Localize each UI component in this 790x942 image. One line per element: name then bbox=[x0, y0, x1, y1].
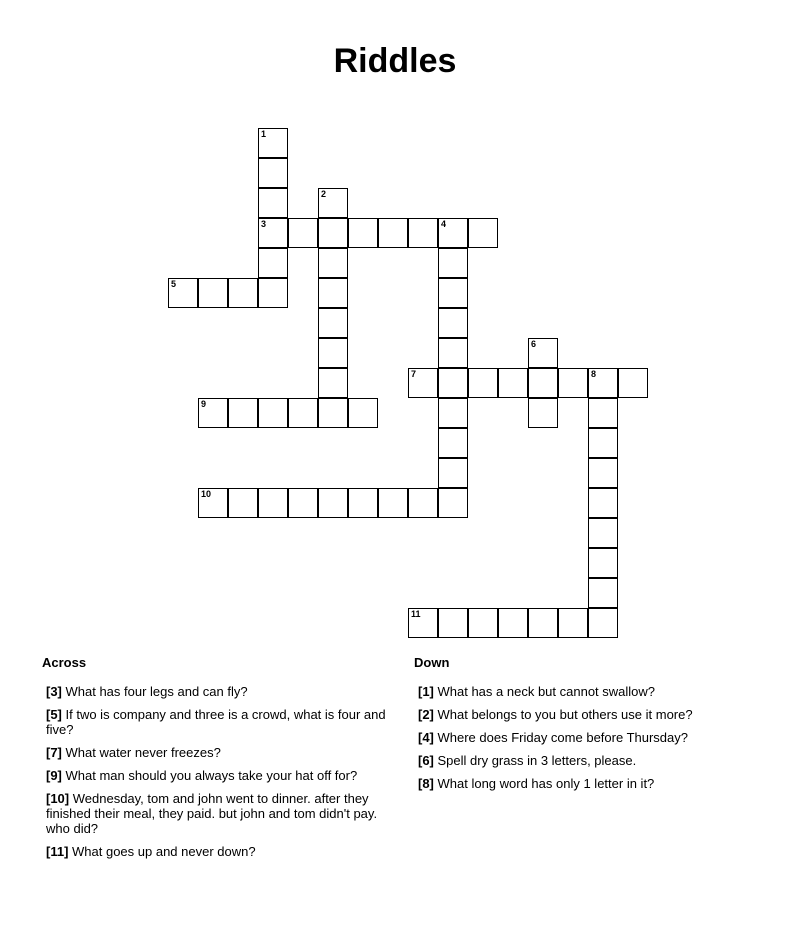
clue-text: What has four legs and can fly? bbox=[61, 684, 248, 699]
cell-number: 10 bbox=[201, 489, 212, 499]
cell-number: 6 bbox=[531, 339, 537, 349]
clue-down-6 bbox=[418, 753, 754, 768]
clue-down-8 bbox=[418, 776, 754, 791]
grid-cell[interactable] bbox=[198, 488, 228, 518]
grid-cell[interactable] bbox=[348, 398, 378, 428]
grid-cell[interactable] bbox=[258, 248, 288, 278]
grid-cell[interactable] bbox=[438, 368, 468, 398]
grid-cell[interactable] bbox=[408, 218, 438, 248]
grid-cell[interactable] bbox=[438, 488, 468, 518]
grid-cell[interactable] bbox=[528, 368, 558, 398]
grid-cell[interactable] bbox=[318, 248, 348, 278]
grid-cell[interactable] bbox=[438, 248, 468, 278]
clue-number: [3] bbox=[46, 684, 62, 699]
clue-text: What goes up and never down? bbox=[68, 844, 256, 859]
across-clues bbox=[42, 655, 397, 867]
grid-cell[interactable] bbox=[258, 488, 288, 518]
grid-cell[interactable] bbox=[588, 398, 618, 428]
grid-cell[interactable] bbox=[468, 608, 498, 638]
clue-across-5 bbox=[46, 707, 397, 737]
cell-number: 8 bbox=[591, 369, 597, 379]
clue-text: What has a neck but cannot swallow? bbox=[433, 684, 656, 699]
clue-number: [11] bbox=[46, 844, 69, 859]
grid-cell[interactable] bbox=[588, 428, 618, 458]
grid-cell[interactable] bbox=[588, 368, 618, 398]
grid-cell[interactable] bbox=[318, 308, 348, 338]
cell-number: 2 bbox=[321, 189, 327, 199]
grid-cell[interactable] bbox=[288, 398, 318, 428]
grid-cell[interactable] bbox=[318, 188, 348, 218]
grid-cell[interactable] bbox=[168, 278, 198, 308]
grid-cell[interactable] bbox=[438, 308, 468, 338]
grid-cell[interactable] bbox=[618, 368, 648, 398]
grid-cell[interactable] bbox=[258, 218, 288, 248]
clue-down-1 bbox=[418, 684, 754, 699]
cell-number: 9 bbox=[201, 399, 207, 409]
grid-cell[interactable] bbox=[558, 368, 588, 398]
clue-across-7 bbox=[46, 745, 397, 760]
clue-number: [8] bbox=[418, 776, 434, 791]
cell-number: 4 bbox=[441, 219, 447, 229]
grid-cell[interactable] bbox=[258, 398, 288, 428]
clue-number: [10] bbox=[46, 791, 70, 806]
cell-number: 5 bbox=[171, 279, 177, 289]
cell-number: 3 bbox=[261, 219, 267, 229]
grid-cell[interactable] bbox=[228, 278, 258, 308]
grid-cell[interactable] bbox=[318, 338, 348, 368]
grid-cell[interactable] bbox=[408, 608, 438, 638]
clue-text: Spell dry grass in 3 letters, please. bbox=[433, 753, 637, 768]
grid-cell[interactable] bbox=[288, 488, 318, 518]
grid-cell[interactable] bbox=[258, 188, 288, 218]
clue-number: [5] bbox=[46, 707, 62, 722]
grid-cell[interactable] bbox=[588, 458, 618, 488]
cell-number: 1 bbox=[261, 129, 267, 139]
clue-number: [2] bbox=[418, 707, 434, 722]
grid-cell[interactable] bbox=[438, 278, 468, 308]
clue-text: If two is company and three is a crowd, what is four and five? bbox=[46, 707, 386, 737]
grid-cell[interactable] bbox=[288, 218, 318, 248]
grid-cell[interactable] bbox=[468, 218, 498, 248]
grid-cell[interactable] bbox=[588, 608, 618, 638]
grid-cell[interactable] bbox=[588, 488, 618, 518]
grid-cell[interactable] bbox=[588, 518, 618, 548]
grid-cell[interactable] bbox=[558, 608, 588, 638]
grid-cell[interactable] bbox=[408, 488, 438, 518]
clue-text: Where does Friday come before Thursday? bbox=[433, 730, 688, 745]
clue-number: [4] bbox=[418, 730, 434, 745]
grid-cell[interactable] bbox=[378, 218, 408, 248]
clue-number: [7] bbox=[46, 745, 62, 760]
clue-across-9 bbox=[46, 768, 397, 783]
clue-text: Wednesday, tom and john went to dinner. after they finished their meal, they paid. but john and tom didn't pay. who did? bbox=[46, 791, 378, 836]
grid-cell[interactable] bbox=[258, 158, 288, 188]
clue-text: What man should you always take your hat off for? bbox=[61, 768, 358, 783]
grid-cell[interactable] bbox=[588, 548, 618, 578]
grid-cell[interactable] bbox=[258, 128, 288, 158]
grid-cell[interactable] bbox=[528, 608, 558, 638]
clue-down-4 bbox=[418, 730, 754, 745]
clue-text: What water never freezes? bbox=[61, 745, 221, 760]
grid-cell[interactable] bbox=[438, 398, 468, 428]
down-clues bbox=[414, 655, 754, 799]
clue-across-10 bbox=[46, 791, 397, 836]
grid-cell[interactable] bbox=[438, 428, 468, 458]
down-heading: Down bbox=[414, 655, 450, 670]
clue-number: [6] bbox=[418, 753, 434, 768]
clue-across-3 bbox=[46, 684, 397, 699]
page-title: Riddles bbox=[333, 42, 457, 80]
clue-number: [9] bbox=[46, 768, 62, 783]
grid-cell[interactable] bbox=[498, 368, 528, 398]
clue-number: [1] bbox=[418, 684, 434, 699]
cell-number: 7 bbox=[411, 369, 417, 379]
grid-cell[interactable] bbox=[228, 488, 258, 518]
grid-cell[interactable] bbox=[198, 278, 228, 308]
grid-cell[interactable] bbox=[468, 368, 498, 398]
clue-across-11 bbox=[46, 844, 397, 859]
grid-cell[interactable] bbox=[318, 218, 348, 248]
grid-cell[interactable] bbox=[258, 278, 288, 308]
grid-cell[interactable] bbox=[438, 218, 468, 248]
grid-cell[interactable] bbox=[528, 338, 558, 368]
grid-cell[interactable] bbox=[228, 398, 258, 428]
grid-cell[interactable] bbox=[348, 218, 378, 248]
grid-cell[interactable] bbox=[438, 458, 468, 488]
cell-number: 11 bbox=[411, 609, 421, 619]
grid-cell[interactable] bbox=[378, 488, 408, 518]
grid-cell[interactable] bbox=[528, 398, 558, 428]
grid-cell[interactable] bbox=[498, 608, 528, 638]
clue-down-2 bbox=[418, 707, 754, 722]
grid-cell[interactable] bbox=[318, 398, 348, 428]
grid-cell[interactable] bbox=[348, 488, 378, 518]
grid-cell[interactable] bbox=[318, 278, 348, 308]
grid-cell[interactable] bbox=[318, 368, 348, 398]
clue-text: What long word has only 1 letter in it? bbox=[433, 776, 655, 791]
grid-cell[interactable] bbox=[318, 488, 348, 518]
grid-cell[interactable] bbox=[408, 368, 438, 398]
clue-text: What belongs to you but others use it more? bbox=[433, 707, 693, 722]
grid-cell[interactable] bbox=[198, 398, 228, 428]
across-heading: Across bbox=[42, 655, 87, 670]
grid-cell[interactable] bbox=[438, 608, 468, 638]
grid-cell[interactable] bbox=[588, 578, 618, 608]
grid-cell[interactable] bbox=[438, 338, 468, 368]
